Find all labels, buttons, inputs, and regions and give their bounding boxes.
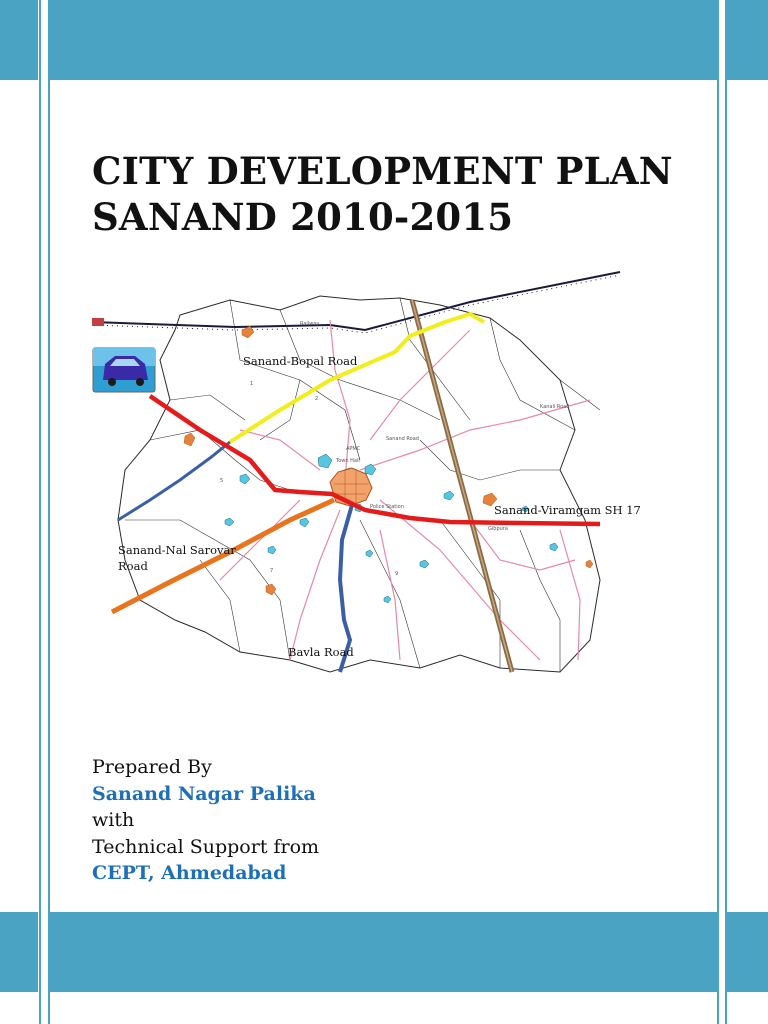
technical-support-label: Technical Support from (92, 835, 320, 858)
svg-text:5: 5 (220, 478, 224, 484)
bottom-band-left (0, 912, 38, 992)
top-band-left (0, 0, 38, 80)
with-label: with (92, 809, 135, 831)
diagonal-highway (412, 300, 512, 672)
frame-line-left-inner (48, 0, 50, 1024)
svg-text:Gibpura: Gibpura (488, 526, 508, 532)
title-line-2: SANAND 2010-2015 (92, 195, 514, 239)
top-band-center (50, 0, 718, 80)
svg-text:Kanali Road: Kanali Road (540, 404, 570, 410)
svg-text:9: 9 (395, 571, 399, 577)
svg-text:Town Hall: Town Hall (336, 458, 360, 464)
svg-text:Sanand Road: Sanand Road (386, 436, 419, 442)
top-band-right (727, 0, 768, 80)
svg-text:2: 2 (315, 396, 319, 402)
label-sanand-viramgam: Sanand-Viramgam SH 17 (494, 503, 641, 517)
label-bavla-road: Bavla Road (288, 645, 354, 659)
nano-car-icon (93, 348, 155, 392)
road-blue-northwest (118, 442, 230, 520)
bottom-band-right (727, 912, 768, 992)
technical-support-org: CEPT, Ahmedabad (92, 862, 287, 884)
frame-line-right-outer (725, 0, 727, 1024)
frame-line-left-outer (39, 0, 41, 1024)
label-sanand-bopal-road: Sanand-Bopal Road (243, 354, 358, 368)
railway (92, 272, 620, 333)
svg-text:1: 1 (250, 381, 254, 387)
svg-text:APMC: APMC (346, 446, 361, 452)
prepared-by-label: Prepared By (92, 756, 212, 778)
frame-line-right-inner (717, 0, 719, 1024)
svg-text:Railway: Railway (300, 321, 320, 327)
sanand-road-map (88, 268, 641, 680)
railway-station-marker (92, 318, 104, 326)
credits-block (92, 754, 512, 887)
svg-text:7: 7 (270, 568, 274, 574)
label-nal-sarovar-line2: Road (118, 559, 148, 573)
document-title (92, 148, 712, 240)
sanand-town-core (330, 468, 372, 506)
label-nal-sarovar-line1: Sanand-Nal Sarovar (118, 543, 236, 557)
bottom-band-center (50, 912, 718, 992)
title-line-1: CITY DEVELOPMENT PLAN (92, 149, 673, 193)
prepared-by-org: Sanand Nagar Palika (92, 782, 316, 805)
svg-text:Police Station: Police Station (370, 504, 404, 510)
